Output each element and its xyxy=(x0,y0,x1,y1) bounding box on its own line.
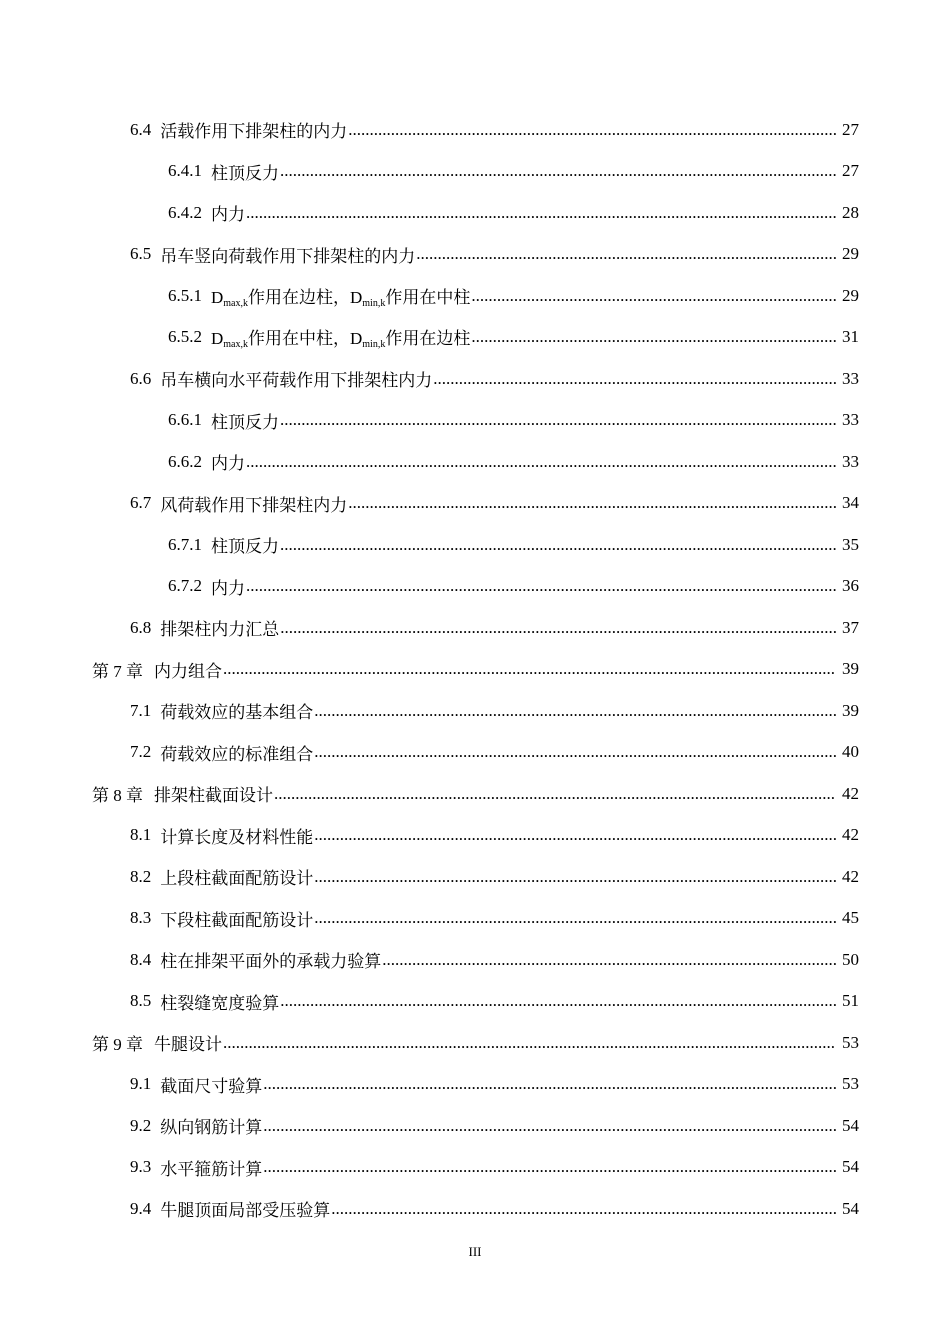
toc-entry-page: 54 xyxy=(842,1157,859,1177)
toc-entry[interactable] xyxy=(0,773,950,815)
toc-entry[interactable] xyxy=(0,400,950,442)
dot-leader xyxy=(331,1199,836,1219)
toc-entry-page: 42 xyxy=(842,825,859,845)
toc-entry-page: 33 xyxy=(842,410,859,430)
toc-entry-number: 第 7 章 xyxy=(92,661,143,681)
toc-entry-number: 8.1 xyxy=(130,825,152,845)
toc-entry-number: 第 8 章 xyxy=(92,786,143,806)
toc-entry[interactable] xyxy=(0,815,950,857)
toc-entry-number: 6.6.1 xyxy=(168,410,202,430)
page-number-footer: III xyxy=(468,1244,482,1259)
toc-entry-number: 6.6 xyxy=(130,368,152,388)
toc-entry-title: 荷载效应的标准组合 xyxy=(160,744,314,764)
toc-entry-number: 6.7 xyxy=(130,493,152,513)
dot-leader xyxy=(274,784,836,804)
toc-entry[interactable] xyxy=(0,1022,950,1064)
toc-entry-title: 吊车竖向荷载作用下排架柱的内力 xyxy=(160,246,416,266)
dot-leader xyxy=(348,120,836,140)
toc-entry-number: 8.2 xyxy=(130,866,152,886)
toc-entry-number: 6.5 xyxy=(130,244,152,264)
toc-entry-title: 活载作用下排架柱的内力 xyxy=(160,122,348,142)
toc-entry-page: 35 xyxy=(842,534,859,554)
toc-entry-title: 内力 xyxy=(211,454,245,474)
toc-entry-title: 排架柱内力汇总 xyxy=(160,620,280,640)
toc-entry-title: 牛腿设计 xyxy=(154,1035,222,1055)
toc-entry-page: 54 xyxy=(842,1198,859,1218)
dot-leader xyxy=(280,161,836,181)
toc-entry-page: 50 xyxy=(842,949,859,969)
toc-entry-title: 柱顶反力 xyxy=(211,163,279,183)
dot-leader xyxy=(314,825,836,845)
toc-entry-number: 8.3 xyxy=(130,908,152,928)
toc-entry-title: 柱裂缝宽度验算 xyxy=(160,993,280,1013)
dot-leader xyxy=(263,1157,836,1177)
toc-entry-title: 柱顶反力 xyxy=(211,537,279,557)
title-subscript: min,k xyxy=(362,339,386,351)
toc-entry-page: 33 xyxy=(842,451,859,471)
toc-entry-page: 27 xyxy=(842,161,859,181)
toc-entry[interactable] xyxy=(0,275,950,317)
toc-entry[interactable] xyxy=(0,317,950,359)
toc-entry-number: 第 9 章 xyxy=(92,1035,143,1055)
dot-leader xyxy=(348,493,836,513)
toc-entry-number: 9.1 xyxy=(130,1074,152,1094)
toc-entry[interactable] xyxy=(0,109,950,151)
toc-entry-title: 牛腿顶面局部受压验算 xyxy=(160,1201,331,1221)
title-text: 作用在中柱 xyxy=(385,287,471,307)
toc-entry-title: 计算长度及材料性能 xyxy=(160,827,314,847)
toc-entry[interactable] xyxy=(0,1147,950,1189)
toc-entry-title: 内力组合 xyxy=(154,661,222,681)
dot-leader xyxy=(263,1116,836,1136)
toc-entry-page: 33 xyxy=(842,368,859,388)
toc-entry-number: 8.5 xyxy=(130,991,152,1011)
toc-entry-title: 柱在排架平面外的承载力验算 xyxy=(160,952,382,972)
toc-entry-page: 29 xyxy=(842,285,859,305)
dot-leader xyxy=(382,950,836,970)
toc-entry-title xyxy=(211,324,470,350)
toc-entry[interactable] xyxy=(0,939,950,981)
toc-entry-title: 风荷载作用下排架柱内力 xyxy=(160,495,348,515)
toc-entry-page: 40 xyxy=(842,742,859,762)
toc-entry-page: 51 xyxy=(842,991,859,1011)
toc-entry-page: 39 xyxy=(842,659,859,679)
toc-entry-number: 6.7.1 xyxy=(168,534,202,554)
dot-leader xyxy=(263,1074,836,1094)
dot-leader xyxy=(314,908,836,928)
toc-entry[interactable] xyxy=(0,607,950,649)
dot-leader xyxy=(246,203,836,223)
toc-entry[interactable] xyxy=(0,566,950,608)
toc-entry-number: 6.4.1 xyxy=(168,161,202,181)
toc-entry[interactable] xyxy=(0,234,950,276)
toc-entry[interactable] xyxy=(0,441,950,483)
toc-entry[interactable] xyxy=(0,856,950,898)
dot-leader xyxy=(280,991,836,1011)
toc-entry-title: 下段柱截面配筋设计 xyxy=(160,910,314,930)
toc-entry-number: 6.7.2 xyxy=(168,576,202,596)
table-of-contents xyxy=(0,109,950,1230)
toc-entry-page: 54 xyxy=(842,1115,859,1135)
toc-entry[interactable] xyxy=(0,898,950,940)
dot-leader xyxy=(416,244,836,264)
title-subscript: max,k xyxy=(223,339,248,351)
toc-entry[interactable] xyxy=(0,1064,950,1106)
dot-leader xyxy=(471,327,836,347)
toc-entry[interactable] xyxy=(0,732,950,774)
toc-entry-title: 截面尺寸验算 xyxy=(160,1076,263,1096)
toc-entry-page: 31 xyxy=(842,327,859,347)
toc-entry-page: 36 xyxy=(842,576,859,596)
toc-entry-title: 排架柱截面设计 xyxy=(154,786,273,806)
toc-entry-number: 6.5.2 xyxy=(168,327,202,347)
toc-entry-page: 42 xyxy=(842,783,859,803)
toc-entry-title: 水平箍筋计算 xyxy=(160,1159,263,1179)
dot-leader xyxy=(314,742,836,762)
toc-entry-title: 荷载效应的基本组合 xyxy=(160,703,314,723)
dot-leader xyxy=(314,701,836,721)
dot-leader xyxy=(280,410,836,430)
toc-entry-page: 28 xyxy=(842,202,859,222)
toc-entry-number: 9.4 xyxy=(130,1198,152,1218)
toc-entry-title: 内力 xyxy=(211,205,245,225)
toc-entry-number: 7.1 xyxy=(130,700,152,720)
title-subscript: min,k xyxy=(362,297,386,309)
toc-entry-title: 柱顶反力 xyxy=(211,412,279,432)
title-text: 作用在边柱 xyxy=(385,329,471,349)
title-text: 作用在边柱，D xyxy=(248,287,363,307)
dot-leader xyxy=(246,452,836,472)
dot-leader xyxy=(433,369,836,389)
toc-entry[interactable] xyxy=(0,981,950,1023)
toc-entry-page: 42 xyxy=(842,866,859,886)
title-text: D xyxy=(211,287,224,307)
dot-leader xyxy=(471,286,836,306)
toc-entry-title: 内力 xyxy=(211,578,245,598)
toc-entry-number: 6.5.1 xyxy=(168,285,202,305)
toc-entry-number: 6.8 xyxy=(130,617,152,637)
toc-entry[interactable] xyxy=(0,1105,950,1147)
dot-leader xyxy=(223,1033,836,1053)
toc-entry[interactable] xyxy=(0,151,950,193)
title-subscript: max,k xyxy=(223,297,248,309)
toc-entry[interactable] xyxy=(0,192,950,234)
title-text: 作用在中柱，D xyxy=(248,329,363,349)
toc-entry-page: 45 xyxy=(842,908,859,928)
toc-entry-page: 53 xyxy=(842,1032,859,1052)
dot-leader xyxy=(223,659,836,679)
toc-entry-page: 29 xyxy=(842,244,859,264)
toc-entry-title: 吊车横向水平荷载作用下排架柱内力 xyxy=(160,371,433,391)
toc-entry-number: 6.6.2 xyxy=(168,451,202,471)
toc-entry[interactable] xyxy=(0,524,950,566)
toc-entry-title: 上段柱截面配筋设计 xyxy=(160,869,314,889)
toc-entry-number: 9.2 xyxy=(130,1115,152,1135)
toc-entry[interactable] xyxy=(0,649,950,691)
dot-leader xyxy=(246,576,836,596)
toc-entry-number: 6.4.2 xyxy=(168,202,202,222)
dot-leader xyxy=(280,618,836,638)
toc-entry-number: 9.3 xyxy=(130,1157,152,1177)
toc-entry[interactable] xyxy=(0,358,950,400)
toc-entry-page: 53 xyxy=(842,1074,859,1094)
toc-entry-page: 39 xyxy=(842,700,859,720)
toc-entry-page: 34 xyxy=(842,493,859,513)
toc-entry[interactable] xyxy=(0,1188,950,1230)
toc-entry-number: 8.4 xyxy=(130,949,152,969)
dot-leader xyxy=(314,867,836,887)
toc-entry[interactable] xyxy=(0,483,950,525)
toc-entry-page: 37 xyxy=(842,617,859,637)
dot-leader xyxy=(280,535,836,555)
toc-entry-page: 27 xyxy=(842,119,859,139)
toc-entry-number: 6.4 xyxy=(130,119,152,139)
title-text: D xyxy=(211,329,224,349)
toc-entry-title xyxy=(211,283,470,309)
toc-entry-title: 纵向钢筋计算 xyxy=(160,1118,263,1138)
toc-entry-number: 7.2 xyxy=(130,742,152,762)
toc-entry[interactable] xyxy=(0,690,950,732)
